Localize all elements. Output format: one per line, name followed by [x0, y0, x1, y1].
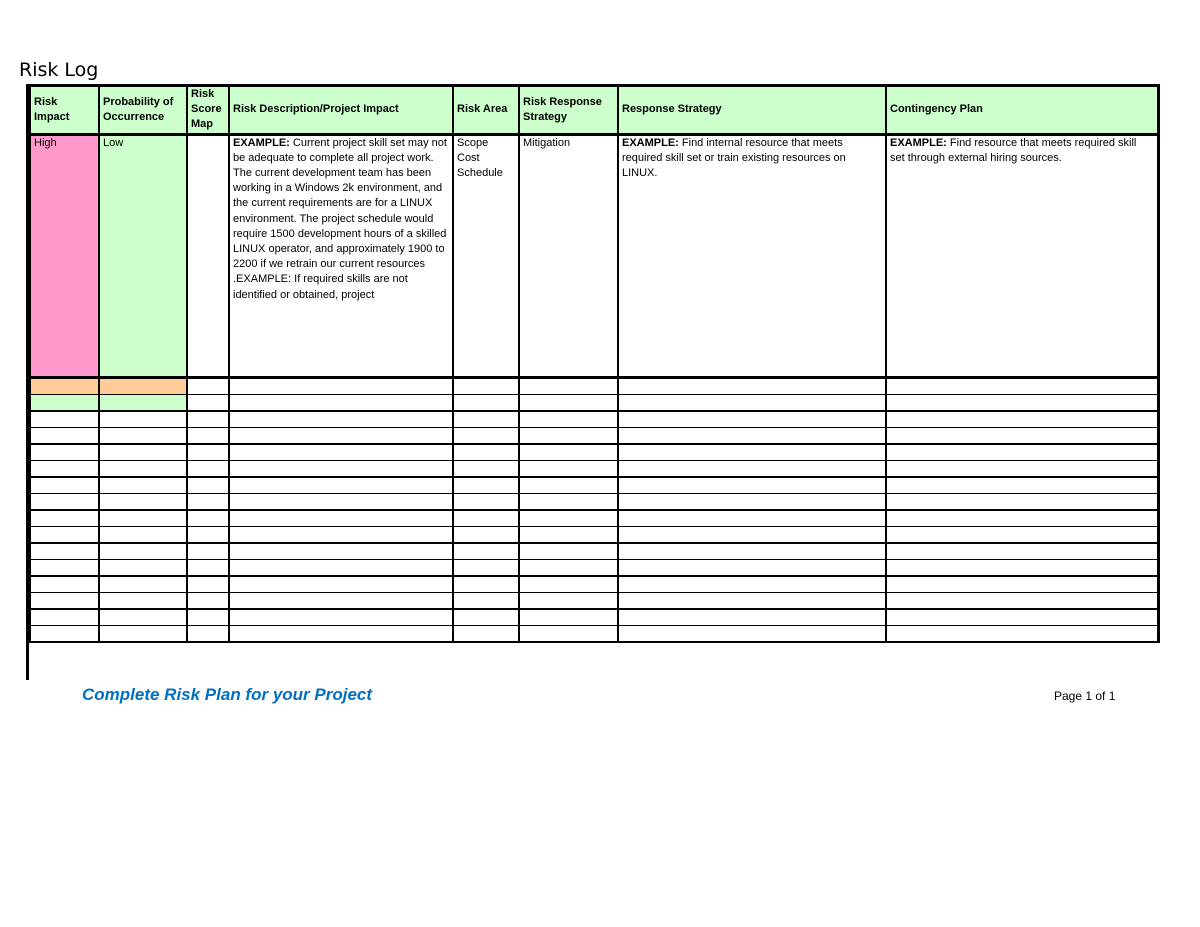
table-row	[30, 444, 1158, 461]
table-cell[interactable]	[99, 609, 187, 626]
risk-area-cost: Cost	[457, 151, 480, 164]
cell-response-strategy[interactable]	[618, 134, 886, 377]
table-cell[interactable]	[886, 411, 1158, 428]
table-cell[interactable]	[453, 625, 519, 642]
table-cell[interactable]	[99, 543, 187, 560]
table-cell[interactable]	[187, 493, 229, 510]
table-cell[interactable]	[229, 592, 453, 609]
cell-risk-area[interactable]	[453, 134, 519, 377]
table-cell[interactable]	[519, 559, 618, 576]
table-row	[30, 576, 1158, 593]
table-cell[interactable]	[30, 394, 99, 411]
table-cell[interactable]	[519, 444, 618, 461]
table-cell[interactable]	[99, 427, 187, 444]
table-cell[interactable]	[30, 510, 99, 527]
table-row	[30, 609, 1158, 626]
table-cell[interactable]	[30, 477, 99, 494]
table-cell[interactable]	[187, 394, 229, 411]
contingency-text: Find resource that meets required skill set through external hiring sources.	[890, 136, 1137, 164]
table-cell[interactable]	[453, 526, 519, 543]
table-cell[interactable]	[453, 460, 519, 477]
table-cell[interactable]	[886, 493, 1158, 510]
table-row	[30, 411, 1158, 428]
table-cell[interactable]	[229, 411, 453, 428]
cell-risk-description[interactable]	[229, 134, 453, 377]
table-cell[interactable]	[453, 559, 519, 576]
table-cell[interactable]	[618, 609, 886, 626]
table-cell[interactable]	[886, 543, 1158, 560]
table-cell[interactable]	[618, 427, 886, 444]
table-cell[interactable]	[187, 609, 229, 626]
table-row	[30, 559, 1158, 576]
page-title: Risk Log	[19, 59, 99, 81]
table-cell[interactable]	[886, 592, 1158, 609]
table-row	[30, 592, 1158, 609]
table-cell[interactable]	[618, 444, 886, 461]
table-cell[interactable]	[229, 510, 453, 527]
table-cell[interactable]	[30, 411, 99, 428]
table-cell[interactable]	[229, 609, 453, 626]
table-cell[interactable]	[886, 444, 1158, 461]
table-cell[interactable]	[187, 576, 229, 593]
example-row	[30, 134, 1158, 377]
table-cell[interactable]	[229, 444, 453, 461]
cell-risk-impact[interactable]: High	[30, 134, 99, 377]
table-cell[interactable]	[30, 427, 99, 444]
table-cell[interactable]	[187, 477, 229, 494]
table-cell[interactable]	[519, 411, 618, 428]
footer-tagline: Complete Risk Plan for your Project	[82, 685, 373, 704]
table-cell[interactable]	[30, 625, 99, 642]
table-header-row	[30, 86, 1158, 135]
table-cell[interactable]	[229, 427, 453, 444]
table-cell[interactable]	[30, 377, 99, 394]
table-row	[30, 493, 1158, 510]
table-cell[interactable]	[886, 377, 1158, 394]
table-cell[interactable]	[886, 526, 1158, 543]
table-cell[interactable]	[99, 460, 187, 477]
table-row	[30, 625, 1158, 642]
table-cell[interactable]	[453, 510, 519, 527]
table-cell[interactable]	[229, 460, 453, 477]
table-cell[interactable]	[453, 377, 519, 394]
header-risk-description: Risk Description/Project Impact	[229, 86, 453, 135]
table-cell[interactable]	[453, 592, 519, 609]
header-risk-score-map: Risk Score Map	[187, 86, 229, 135]
cell-response-type[interactable]: Mitigation	[519, 134, 618, 377]
table-row	[30, 543, 1158, 560]
table-cell[interactable]	[618, 510, 886, 527]
description-text: Current project skill set may not be adequate to complete all project work. The current development team has been working in a Windows 2k environment, and the current requirements are for a LINUX environment. The project schedule would require 1500 development hours of a skilled LINUX operator, and approximately 1900 to 2200 if we retrain our current resources	[233, 136, 447, 271]
table-cell[interactable]	[453, 477, 519, 494]
table-cell[interactable]	[453, 493, 519, 510]
table-cell[interactable]	[99, 377, 187, 394]
table-cell[interactable]	[187, 460, 229, 477]
table-cell[interactable]	[187, 625, 229, 642]
table-cell[interactable]	[229, 543, 453, 560]
table-cell[interactable]	[30, 543, 99, 560]
table-cell[interactable]	[618, 625, 886, 642]
table-row	[30, 477, 1158, 494]
table-cell[interactable]	[453, 609, 519, 626]
table-cell[interactable]	[187, 526, 229, 543]
table-cell[interactable]	[886, 625, 1158, 642]
table-cell[interactable]	[618, 493, 886, 510]
table-cell[interactable]	[187, 427, 229, 444]
table-cell[interactable]	[187, 543, 229, 560]
table-cell[interactable]	[519, 543, 618, 560]
table-cell[interactable]	[618, 543, 886, 560]
table-cell[interactable]	[229, 377, 453, 394]
table-cell[interactable]	[187, 411, 229, 428]
table-cell[interactable]	[30, 526, 99, 543]
table-cell[interactable]	[30, 460, 99, 477]
response-example-label: EXAMPLE:	[622, 136, 679, 149]
table-cell[interactable]	[886, 559, 1158, 576]
table-cell[interactable]	[519, 592, 618, 609]
table-cell[interactable]	[99, 444, 187, 461]
table-row	[30, 510, 1158, 527]
table-cell[interactable]	[519, 460, 618, 477]
risk-area-scope: Scope	[457, 136, 489, 149]
header-contingency-plan: Contingency Plan	[886, 86, 1158, 135]
table-row	[30, 427, 1158, 444]
table-cell[interactable]	[453, 427, 519, 444]
table-cell[interactable]	[618, 576, 886, 593]
table-row	[30, 526, 1158, 543]
table-cell[interactable]	[99, 493, 187, 510]
table-cell[interactable]	[886, 510, 1158, 527]
table-cell[interactable]	[187, 444, 229, 461]
table-cell[interactable]	[229, 625, 453, 642]
table-cell[interactable]	[453, 576, 519, 593]
table-cell[interactable]	[618, 477, 886, 494]
table-cell[interactable]	[886, 427, 1158, 444]
table-cell[interactable]	[519, 510, 618, 527]
table-cell[interactable]	[99, 625, 187, 642]
table-cell[interactable]	[886, 477, 1158, 494]
table-cell[interactable]	[30, 592, 99, 609]
table-cell[interactable]	[519, 427, 618, 444]
cell-contingency-plan[interactable]	[886, 134, 1158, 377]
description-example-label: EXAMPLE:	[233, 136, 290, 149]
table-cell[interactable]	[229, 559, 453, 576]
table-cell[interactable]	[30, 559, 99, 576]
header-probability: Probability of Occurrence	[99, 86, 187, 135]
table-cell[interactable]	[453, 394, 519, 411]
table-row	[30, 377, 1158, 394]
header-risk-response-strategy: Risk Response Strategy	[519, 86, 618, 135]
table-cell[interactable]	[519, 394, 618, 411]
table-cell[interactable]	[618, 394, 886, 411]
response-text: Find internal resource that meets required skill set or train existing resources on LINUX.	[622, 136, 846, 180]
table-cell[interactable]	[519, 576, 618, 593]
table-cell[interactable]	[886, 576, 1158, 593]
table-cell[interactable]	[30, 609, 99, 626]
table-row	[30, 394, 1158, 411]
table-cell[interactable]	[519, 377, 618, 394]
header-response-strategy: Response Strategy	[618, 86, 886, 135]
table-cell[interactable]	[30, 444, 99, 461]
table-cell[interactable]	[618, 592, 886, 609]
table-cell[interactable]	[99, 576, 187, 593]
table-cell[interactable]	[453, 543, 519, 560]
table-cell[interactable]	[99, 394, 187, 411]
table-cell[interactable]	[886, 394, 1158, 411]
table-cell[interactable]	[618, 377, 886, 394]
contingency-example-label: EXAMPLE:	[890, 136, 947, 149]
table-cell[interactable]	[618, 460, 886, 477]
header-risk-impact: Risk Impact	[30, 86, 99, 135]
table-cell[interactable]	[886, 609, 1158, 626]
table-cell[interactable]	[519, 526, 618, 543]
page-number: Page 1 of 1	[1054, 689, 1116, 703]
table-cell[interactable]	[519, 493, 618, 510]
table-cell[interactable]	[30, 493, 99, 510]
table-cell[interactable]	[519, 477, 618, 494]
table-cell[interactable]	[187, 592, 229, 609]
table-row	[30, 460, 1158, 477]
table-cell[interactable]	[453, 411, 519, 428]
risk-log-table	[29, 84, 1160, 643]
table-cell[interactable]	[519, 625, 618, 642]
table-cell[interactable]	[618, 411, 886, 428]
table-cell[interactable]	[229, 477, 453, 494]
table-cell[interactable]	[99, 411, 187, 428]
table-cell[interactable]	[30, 576, 99, 593]
table-cell[interactable]	[99, 510, 187, 527]
table-cell[interactable]	[229, 394, 453, 411]
table-cell[interactable]	[886, 460, 1158, 477]
table-cell[interactable]	[229, 493, 453, 510]
table-cell[interactable]	[519, 609, 618, 626]
table-cell[interactable]	[229, 576, 453, 593]
table-cell[interactable]	[99, 477, 187, 494]
risk-area-schedule: Schedule	[457, 167, 503, 180]
table-cell[interactable]	[229, 526, 453, 543]
cell-risk-score[interactable]	[187, 134, 229, 377]
table-cell[interactable]	[99, 559, 187, 576]
table-cell[interactable]	[453, 444, 519, 461]
header-risk-area: Risk Area	[453, 86, 519, 135]
table-cell[interactable]	[187, 559, 229, 576]
cell-probability[interactable]: Low	[99, 134, 187, 377]
description-text-2: .EXAMPLE: If required skills are not identified or obtained, project	[233, 273, 408, 301]
table-cell[interactable]	[99, 592, 187, 609]
table-cell[interactable]	[187, 510, 229, 527]
table-cell[interactable]	[187, 377, 229, 394]
table-cell[interactable]	[618, 559, 886, 576]
table-cell[interactable]	[99, 526, 187, 543]
table-cell[interactable]	[618, 526, 886, 543]
